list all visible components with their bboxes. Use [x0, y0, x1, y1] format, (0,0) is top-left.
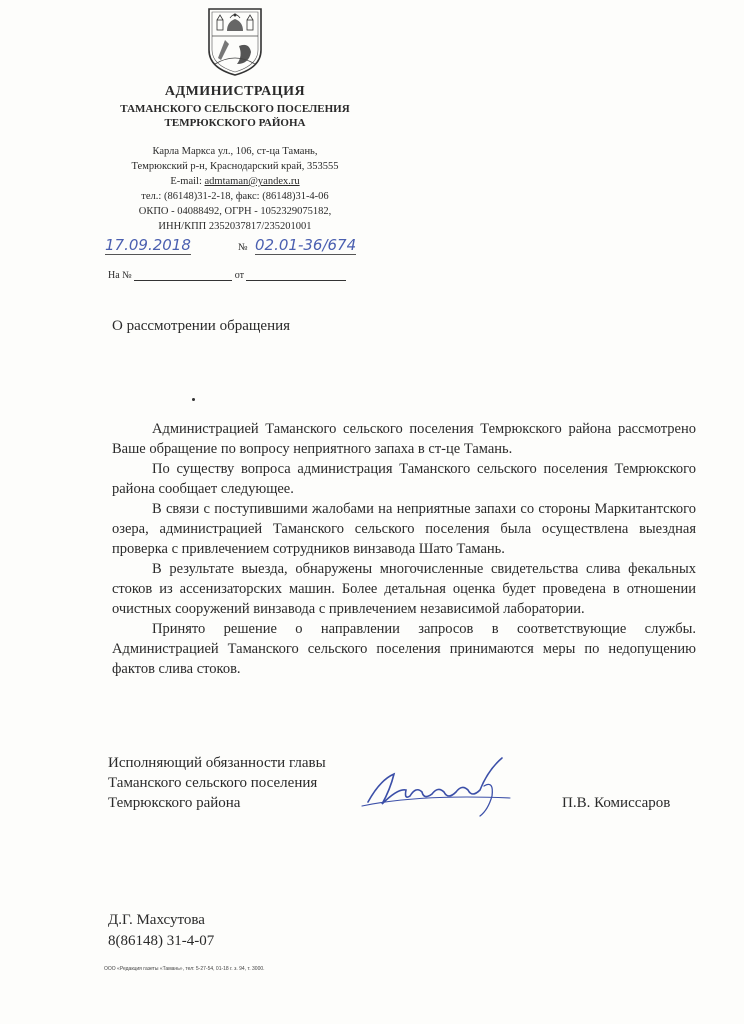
executor-name: Д.Г. Махсутова	[108, 912, 205, 928]
reference-from-label: от	[234, 270, 244, 281]
body-paragraph: Администрацией Таманского сельского поселения Темрюкского района рассмотрено Ваше обращение по вопросу неприятного запаха в ст-це Тамань.	[112, 421, 696, 457]
okpo-line: ОКПО - 04088492, ОГРН - 1052329075182,	[138, 206, 332, 217]
inn-line: ИНН/КПП 2352037817/235201001	[158, 221, 312, 232]
email-line	[40, 174, 430, 189]
executor-phone: 8(86148) 31-4-07	[108, 933, 215, 949]
registration-number: 02.01-36/674	[255, 236, 357, 254]
registration-line	[105, 236, 405, 260]
body-paragraph: Принято решение о направлении запросов в соответствующие службы. Администрацией Таманского сельского поселения принимаются меры по недопущению фактов слива стоков.	[112, 621, 696, 677]
stray-mark	[192, 398, 195, 401]
signer-name: П.В. Комиссаров	[562, 795, 671, 811]
org-name: АДМИНИСТРАЦИЯ	[164, 84, 306, 99]
signer-title-line: Таманского сельского поселения	[108, 775, 318, 791]
handwritten-signature	[360, 750, 520, 820]
body-paragraph: В связи с поступившими жалобами на неприятные запахи со стороны Маркитантского озера, администрацией Таманского сельского поселения была осуществлена выездная проверка с привлечением сотрудников винзавода Шато Тамань.	[112, 501, 696, 557]
address-line: Темрюкский р-н, Краснодарский край, 353555	[131, 161, 339, 172]
address-block	[40, 144, 430, 234]
email-label: E-mail:	[170, 176, 205, 187]
printer-note: ООО «Редакция газеты «Тамань», тел: 5-27-54, 01-18 г. з. 94, т. 3000.	[104, 966, 265, 972]
registration-date: 17.09.2018	[105, 236, 191, 254]
letter-subject: О рассмотрении обращения	[112, 318, 291, 334]
letter-body	[112, 419, 696, 679]
executor-block	[108, 910, 214, 952]
reference-date-blank	[246, 270, 346, 281]
reference-label: На №	[108, 270, 132, 281]
address-line: Карла Маркса ул., 106, ст-ца Тамань,	[152, 146, 318, 157]
phone-line: тел.: (86148)31-2-18, факс: (86148)31-4-06	[141, 191, 329, 202]
body-paragraph: По существу вопроса администрация Таманского сельского поселения Темрюкского района сообщает следующее.	[112, 461, 696, 497]
signer-title	[108, 753, 326, 813]
reference-line	[108, 270, 346, 281]
signer-title-line: Темрюкского района	[108, 795, 241, 811]
reference-number-blank	[134, 270, 232, 281]
coat-of-arms-icon	[205, 6, 265, 78]
signer-title-line: Исполняющий обязанности главы	[108, 755, 326, 771]
registration-number-label: №	[238, 242, 248, 253]
org-name-line2: ТАМАНСКОГО СЕЛЬСКОГО ПОСЕЛЕНИЯ	[120, 103, 350, 115]
body-paragraph: В результате выезда, обнаружены многочисленные свидетельства слива фекальных стоков из ассенизаторских машин. Более детальная оценка будет проведена в отношении очистных сооружений винзавода с привлечением независимой лаборатории.	[112, 561, 696, 617]
org-name-line3: ТЕМРЮКСКОГО РАЙОНА	[164, 117, 306, 129]
email-link[interactable]: admtaman@yandex.ru	[204, 176, 300, 187]
